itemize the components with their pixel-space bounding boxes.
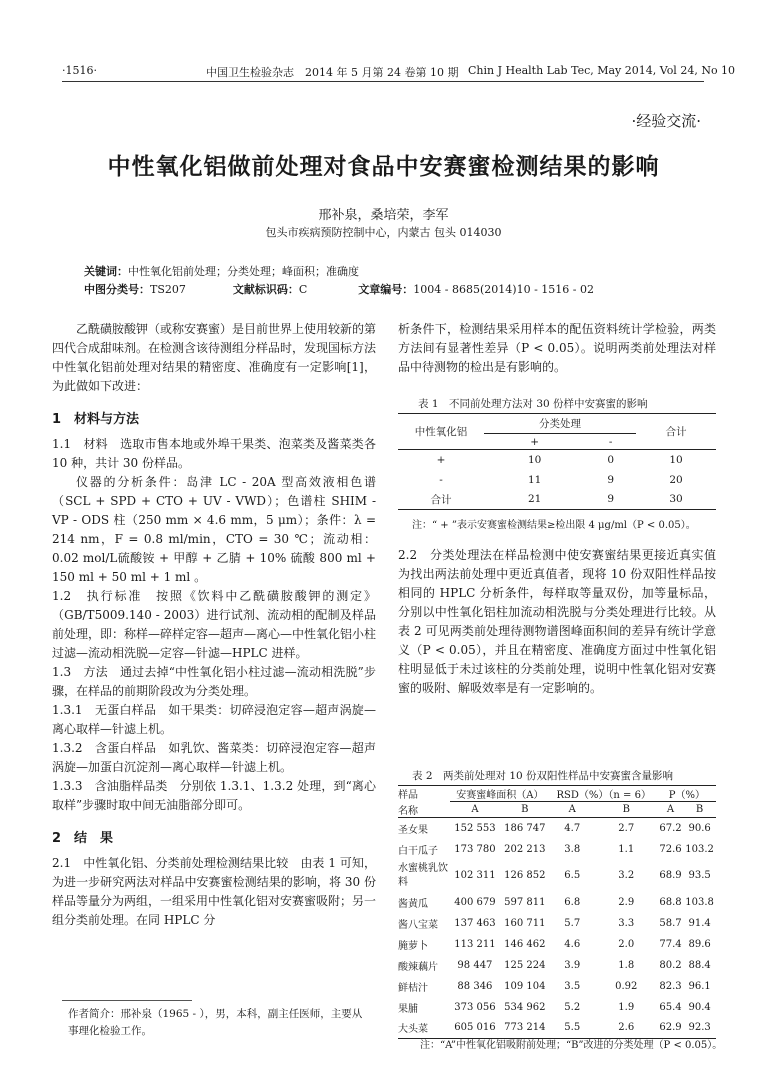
t2-header-area: 安赛蜜峰面积（A） xyxy=(450,786,550,802)
t2-cell: 186 747 xyxy=(504,822,546,834)
t2-cell: 6.8 xyxy=(564,896,581,908)
t2-cell: 2.7 xyxy=(618,822,635,834)
t1-cell: 30 xyxy=(669,493,683,506)
t2-sub-b: B xyxy=(595,802,658,818)
t2-cell: 62.9 xyxy=(659,1022,682,1034)
t2-cell: 125 224 xyxy=(504,959,546,971)
article-title: 中性氧化铝做前处理对食品中安赛蜜检测结果的影响 xyxy=(107,154,660,180)
para-1-2: 1.2 执行标准 按照《饮料中乙酰磺胺酸钾的测定》（GB/T5009.140 - 2003）进行试剂、流动相的配制及样品前处理，即：称样—碎样定容—超声—离心—中性氧化铝小柱过滤—流动相洗脱—定容—针滤—HPLC 进样。 xyxy=(52,589,377,660)
t1-cell: 21 xyxy=(527,493,542,506)
clc-label: 中图分类号： xyxy=(84,283,150,296)
t2-cell: 91.4 xyxy=(688,917,711,929)
table-1-note: 注：“ + ”表示安赛蜜检测结果≥检出限 4 μg/ml（P < 0.05）。 xyxy=(412,520,696,531)
t2-sample-name: 水蜜桃乳饮料 xyxy=(398,862,448,888)
t2-cell: 3.3 xyxy=(618,917,635,929)
t1-cell: 20 xyxy=(669,473,683,486)
clc-value: TS207 xyxy=(150,283,186,296)
t2-cell: 103.2 xyxy=(685,843,714,855)
t1-cell: 0 xyxy=(607,453,614,466)
para-1-3-3: 1.3.3 含油脂样品类 分别依 1.3.1、1.3.2 处理，到“离心取样”步骤时取中间无油脂部分即可。 xyxy=(52,779,376,812)
table-2-note: 注：“A”中性氧化铝吸附前处理；“B”改进的分类处理（P < 0.05）。 xyxy=(420,1040,723,1051)
t2-cell: 82.3 xyxy=(659,980,682,992)
t2-cell: 2.6 xyxy=(618,1022,635,1034)
t2-cell: 605 016 xyxy=(454,1022,496,1034)
t2-cell: 400 679 xyxy=(454,896,496,908)
t2-cell: 72.6 xyxy=(659,843,682,855)
doc-code-label: 文献标识码： xyxy=(232,283,299,296)
table-1 xyxy=(398,413,716,510)
t2-cell: 98 447 xyxy=(457,959,493,971)
table-row xyxy=(398,913,716,934)
t2-sample-name: 果脯 xyxy=(398,1003,418,1015)
doc-code-value: C xyxy=(298,283,308,296)
t1-header-total: 合计 xyxy=(636,414,716,450)
t2-cell: 3.5 xyxy=(564,980,581,992)
table-row xyxy=(398,892,716,913)
author-footnote: 作者简介：邢补泉（1965 - ），男，本科，副主任医师，主要从事理化检验工作。 xyxy=(68,1008,363,1037)
header-rule xyxy=(62,81,704,82)
t2-cell: 5.2 xyxy=(564,1001,581,1013)
para-1-3: 1.3 方法 通过去掉“中性氧化铝小柱过滤—流动相洗脱”步骤，在样品的前期阶段改为分类处理。 xyxy=(52,665,376,698)
t2-cell: 373 056 xyxy=(454,1001,496,1013)
t1-cell: 合计 xyxy=(430,493,452,506)
right-column-top xyxy=(398,320,716,377)
t2-cell: 202 213 xyxy=(504,843,546,855)
t2-cell: 160 711 xyxy=(504,917,546,929)
t2-header-name: 名称 xyxy=(398,802,450,818)
journal-en: Chin J Health Lab Tec, May 2014, Vol 24, No 10 xyxy=(468,64,736,77)
t2-cell: 597 811 xyxy=(504,896,546,908)
t2-cell: 6.5 xyxy=(564,870,581,881)
table-row xyxy=(398,934,716,955)
t2-cell: 773 214 xyxy=(504,1022,546,1034)
t2-cell: 80.2 xyxy=(659,959,682,971)
t2-cell: 4.7 xyxy=(564,822,581,834)
t2-cell: 173 780 xyxy=(454,843,496,855)
footnote-rule xyxy=(62,1000,192,1001)
t1-header-plus: + xyxy=(484,434,585,450)
para-1-1-instrument: 仪器的分析条件：岛津 LC - 20A 型高效液相色谱（SCL + SPD + CTO + UV - VWD）；色谱柱 SHIM - VP - ODS 柱（250 mm × 4.6 mm，5 μm）；条件：λ = 214 nm，F = 0.8 ml/min，CTO = 30 ℃；流动相：0.02 mol/L硫酸铵 + 甲醇 + 乙腈 + 10% 硫酸 800 ml + 150 ml + 50 ml + 1 ml 。 xyxy=(52,475,376,584)
column-label: ·经验交流· xyxy=(631,112,701,130)
table-row xyxy=(398,997,716,1018)
t1-cell: - xyxy=(439,473,443,486)
para-1-3-1: 1.3.1 无蛋白样品 如干果类：切碎浸泡定容—超声涡旋—离心取样—针滤上机。 xyxy=(52,703,376,736)
t2-cell: 90.6 xyxy=(688,822,711,834)
journal-cn: 中国卫生检验杂志 2014 年 5 月第 24 卷第 10 期 xyxy=(206,66,459,79)
t1-header-group: 分类处理 xyxy=(484,414,636,434)
t2-sub-a: A xyxy=(658,802,683,818)
article-number-value: 1004 - 8685(2014)10 - 1516 - 02 xyxy=(413,283,594,296)
t2-cell: 89.6 xyxy=(688,938,711,950)
t2-sample-name: 鲜桔汁 xyxy=(398,982,428,994)
t1-cell: 11 xyxy=(527,473,542,486)
para-1-1: 1.1 材料 选取市售本地或外埠干果类、泡菜类及酱菜类各 10 种，共计 30 份样品。 xyxy=(52,437,376,470)
t2-sub-a: A xyxy=(450,802,500,818)
t2-sub-b: B xyxy=(500,802,550,818)
authors: 邢补泉，桑培荣，李军 xyxy=(318,208,449,223)
t2-cell: 0.92 xyxy=(615,980,638,992)
article-number-label: 文章编号： xyxy=(358,283,414,296)
keywords xyxy=(84,263,359,279)
t2-cell: 3.2 xyxy=(618,870,635,881)
t1-cell: 9 xyxy=(607,473,614,486)
left-column xyxy=(52,320,376,930)
t2-cell: 2.0 xyxy=(618,938,635,950)
t1-cell: 9 xyxy=(607,493,614,506)
t2-sample-name: 酱八宝菜 xyxy=(398,919,438,931)
t1-cell: + xyxy=(436,453,446,466)
t2-header-p: P（%） xyxy=(658,786,716,802)
table-2-caption: 表 2 两类前处理对 10 份双阳性样品中安赛蜜含量影响 xyxy=(412,770,674,782)
page-number: ·1516· xyxy=(62,64,97,77)
t2-sample-name: 酱黄瓜 xyxy=(398,898,428,910)
t2-cell: 58.7 xyxy=(659,917,682,929)
para-2-1: 2.1 中性氧化铝、分类前处理检测结果比较 由表 1 可知，为进一步研究两法对样品中安赛蜜检测结果的影响，将 30 份样品等量分为两组，一组采用中性氧化铝对安赛蜜吸附；另一组分类前处理。在同 HPLC 分 xyxy=(52,856,377,927)
section-1-heading: 1 材料与方法 xyxy=(52,412,140,427)
para-1-3-2: 1.3.2 含蛋白样品 如乳饮、酱菜类：切碎浸泡定容—超声涡旋—加蛋白沉淀剂—离心取样—针滤上机。 xyxy=(52,741,376,774)
t1-header-minus: - xyxy=(585,434,636,450)
t2-cell: 88.4 xyxy=(688,959,711,971)
t2-sample-name: 圣女果 xyxy=(398,824,428,836)
t1-cell: 10 xyxy=(669,453,683,466)
table-2-body xyxy=(398,818,716,1039)
t2-cell: 67.2 xyxy=(659,822,682,834)
t2-cell: 102 311 xyxy=(454,870,496,881)
t2-sample-name: 腌萝卜 xyxy=(398,940,428,952)
para-2-1-continued: 析条件下，检测结果采用样本的配伍资料统计学检验，两类方法间有显著性差异（P < 0.05）。说明两类前处理法对样品中待测物的检出是有影响的。 xyxy=(398,322,716,374)
keywords-text: 中性氧化铝前处理；分类处理；峰面积；准确度 xyxy=(128,265,359,278)
t2-cell: 5.7 xyxy=(564,917,581,929)
t2-cell: 534 962 xyxy=(504,1001,546,1013)
table-row xyxy=(398,955,716,976)
t2-cell: 137 463 xyxy=(454,917,496,929)
t2-cell: 1.8 xyxy=(618,959,635,971)
t2-cell: 93.5 xyxy=(688,870,711,881)
t2-cell: 4.6 xyxy=(564,938,581,950)
affiliation: 包头市疾病预防控制中心，内蒙古 包头 014030 xyxy=(265,226,502,239)
t2-header-sample: 样品 xyxy=(398,790,418,802)
t2-sample-name: 白干瓜子 xyxy=(398,845,438,857)
t2-cell: 90.4 xyxy=(688,1001,711,1013)
t2-cell: 1.9 xyxy=(618,1001,635,1013)
t2-sample-name: 酸辣藕片 xyxy=(398,961,438,973)
intro-paragraph: 乙酰磺胺酸钾（或称安赛蜜）是目前世界上使用较新的第四代合成甜味剂。在检测含该待测组分样品时，发现国标方法中性氧化铝前处理对结果的精密度、准确度有一定影响[1]，为此做如下改进： xyxy=(52,322,377,393)
t2-sample-name: 大头菜 xyxy=(398,1024,428,1036)
table-1-caption: 表 1 不同前处理方法对 30 份样中安赛蜜的影响 xyxy=(418,398,648,410)
t2-cell: 77.4 xyxy=(659,938,682,950)
t2-cell: 113 211 xyxy=(454,938,496,950)
table-row xyxy=(398,860,716,892)
right-column-mid xyxy=(398,546,729,698)
t2-cell: 103.8 xyxy=(685,896,714,908)
t2-cell: 65.4 xyxy=(659,1001,682,1013)
table-row xyxy=(398,450,716,470)
table-row xyxy=(398,818,716,839)
classification-codes xyxy=(84,281,594,297)
t2-sub-b: B xyxy=(683,802,716,818)
keywords-label: 关键词： xyxy=(84,265,128,278)
table-2 xyxy=(398,785,716,1039)
t2-cell: 152 553 xyxy=(454,822,496,834)
t2-cell: 96.1 xyxy=(688,980,711,992)
t2-cell: 3.9 xyxy=(564,959,581,971)
para-2-2: 2.2 分类处理法在样品检测中使安赛蜜结果更接近真实值 为找出两法前处理中更近真值者，现将 10 份双阳性样品按相同的 HPLC 分析条件，每样取等量双份，加等量标品，分别以中性氧化铝柱加流动相洗脱与分类处理进行比较。从表 2 可见两类前处理待测物谱图峰面积间的差异有统计学意义（P < 0.05），并且在精密度、准确度方面过中性氧化铝柱明显低于未过该柱的分类前处理，说明中性氧化铝对安赛蜜的吸附、解吸效率是有一定影响的。 xyxy=(398,548,729,695)
t2-cell: 68.9 xyxy=(659,870,682,881)
table-row xyxy=(398,839,716,860)
t2-cell: 3.8 xyxy=(564,843,581,855)
t2-sub-a: A xyxy=(550,802,595,818)
t1-header-row: 中性氧化铝 xyxy=(398,414,484,450)
t2-cell: 146 462 xyxy=(504,938,546,950)
t2-cell: 1.1 xyxy=(618,843,635,855)
section-2-heading: 2 结 果 xyxy=(52,831,114,846)
t2-cell: 68.8 xyxy=(659,896,682,908)
t2-cell: 88 346 xyxy=(457,980,493,992)
t2-cell: 92.3 xyxy=(688,1022,711,1034)
t2-cell: 109 104 xyxy=(504,980,546,992)
t2-header-rsd: RSD（%）（n = 6） xyxy=(550,786,658,802)
t2-cell: 2.9 xyxy=(618,896,635,908)
table-row xyxy=(398,490,716,510)
table-row xyxy=(398,470,716,490)
t2-cell: 5.5 xyxy=(564,1022,581,1034)
t2-cell: 126 852 xyxy=(504,870,546,881)
t1-cell: 10 xyxy=(527,453,542,466)
table-row xyxy=(398,976,716,997)
